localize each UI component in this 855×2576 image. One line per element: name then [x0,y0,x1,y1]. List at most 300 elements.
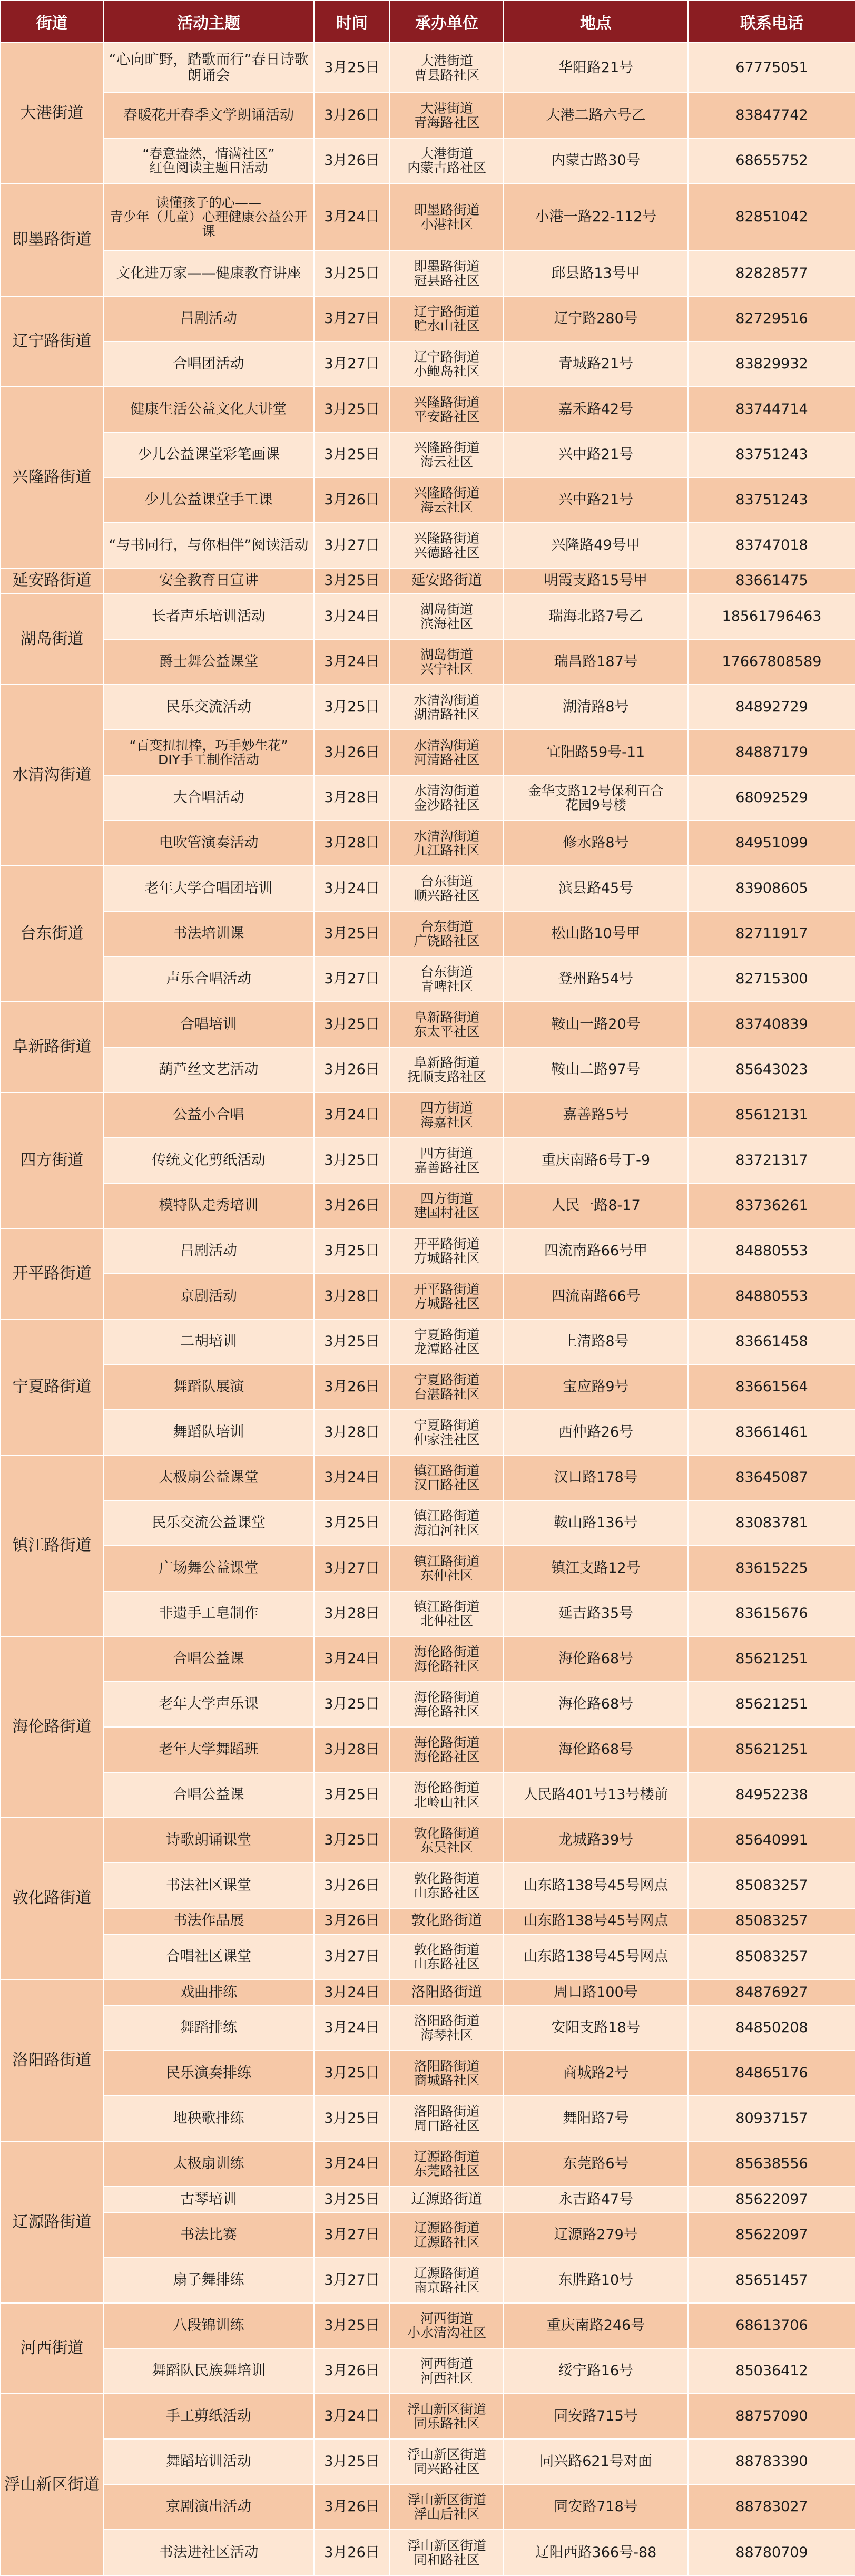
topic-cell: 民乐演奏排练 [103,2051,314,2096]
time-cell: 3月24日 [314,183,390,250]
location-cell: 明霞支路15号甲 [504,568,688,594]
street-cell: 浮山新区街道 [1,2394,103,2575]
location-cell: 鞍山二路97号 [504,1047,688,1092]
organizer-cell: 浮山新区街道 同兴路社区 [390,2439,504,2484]
topic-cell: “心向旷野，踏歌而行”春日诗歌朗诵会 [103,43,314,93]
time-cell: 3月25日 [314,387,390,432]
organizer-cell: 四方街道 嘉善路社区 [390,1138,504,1183]
phone-cell: 83083781 [688,1500,855,1546]
location-cell: 登州路54号 [504,957,688,1002]
location-cell: 大港二路六号乙 [504,93,688,138]
time-cell: 3月26日 [314,2484,390,2530]
time-cell: 3月25日 [314,685,390,730]
organizer-cell: 镇江路街道 海泊河社区 [390,1500,504,1546]
location-cell: 舞阳路7号 [504,2096,688,2141]
organizer-cell: 海伦路街道 海伦路社区 [390,1636,504,1682]
topic-cell: 合唱公益课 [103,1772,314,1818]
time-cell: 3月26日 [314,1908,390,1934]
street-cell: 湖岛街道 [1,594,103,685]
location-cell: 嘉禾路42号 [504,387,688,432]
time-cell: 3月25日 [314,1682,390,1727]
location-cell: 汉口路178号 [504,1455,688,1500]
organizer-cell: 宁夏路街道 龙潭路社区 [390,1319,504,1364]
street-cell: 洛阳路街道 [1,1979,103,2141]
time-cell: 3月25日 [314,1500,390,1546]
time-cell: 3月27日 [314,2212,390,2258]
topic-cell: 民乐交流公益课堂 [103,1500,314,1546]
organizer-cell: 台东街道 广饶路社区 [390,911,504,957]
organizer-cell: 浮山新区街道 同和路社区 [390,2530,504,2575]
street-cell: 阜新路街道 [1,1002,103,1092]
phone-cell: 85083257 [688,1934,855,1979]
location-cell: 山东路138号45号网点 [504,1863,688,1908]
table-row [1,1274,855,1319]
location-cell: 华阳路21号 [504,43,688,93]
location-cell: 辽宁路280号 [504,296,688,341]
topic-cell: 地秧歌排练 [103,2096,314,2141]
table-row [1,2394,855,2439]
phone-cell: 85621251 [688,1727,855,1772]
organizer-cell: 湖岛街道 兴宁社区 [390,639,504,685]
topic-cell: 八段锦训练 [103,2303,314,2348]
topic-cell: 合唱培训 [103,1002,314,1047]
topic-cell: 京剧演出活动 [103,2484,314,2530]
location-cell: 嘉善路5号 [504,1092,688,1138]
phone-cell: 82715300 [688,957,855,1002]
phone-cell: 88780709 [688,2530,855,2575]
time-cell: 3月24日 [314,1455,390,1500]
table-row [1,2258,855,2303]
phone-cell: 88783390 [688,2439,855,2484]
phone-cell: 83908605 [688,866,855,911]
table-row [1,775,855,821]
street-cell: 辽源路街道 [1,2141,103,2303]
topic-cell: “百变扭扭棒，巧手妙生花” DIY手工制作活动 [103,730,314,775]
topic-cell: 舞蹈队民族舞培训 [103,2348,314,2394]
location-cell: 内蒙古路30号 [504,138,688,183]
topic-cell: 老年大学舞蹈班 [103,1727,314,1772]
organizer-cell: 海伦路街道 北岭山社区 [390,1772,504,1818]
organizer-cell: 辽源路街道 辽源路社区 [390,2212,504,2258]
street-cell: 镇江路街道 [1,1455,103,1636]
phone-cell: 88757090 [688,2394,855,2439]
topic-cell: 民乐交流活动 [103,685,314,730]
table-row [1,2005,855,2051]
location-cell: 青城路21号 [504,341,688,387]
table-row [1,251,855,296]
location-cell: 滨县路45号 [504,866,688,911]
organizer-cell: 宁夏路街道 台湛路社区 [390,1364,504,1410]
location-cell: 辽阳西路366号-88 [504,2530,688,2575]
phone-cell: 83615676 [688,1591,855,1636]
location-cell: 兴中路21号 [504,432,688,477]
table-row [1,138,855,183]
phone-cell: 82729516 [688,296,855,341]
table-row [1,730,855,775]
topic-cell: 长者声乐培训活动 [103,594,314,639]
topic-cell: 书法作品展 [103,1908,314,1934]
organizer-cell: 台东街道 青啤社区 [390,957,504,1002]
street-cell: 河西街道 [1,2303,103,2394]
time-cell: 3月28日 [314,1274,390,1319]
topic-cell: 诗歌朗诵课堂 [103,1818,314,1863]
organizer-cell: 水清沟街道 湖清路社区 [390,685,504,730]
time-cell: 3月26日 [314,93,390,138]
location-cell: 商城路2号 [504,2051,688,2096]
time-cell: 3月26日 [314,2530,390,2575]
topic-cell: 戏曲排练 [103,1979,314,2005]
time-cell: 3月25日 [314,911,390,957]
header-topic: 活动主题 [103,1,314,43]
phone-cell: 82851042 [688,183,855,250]
time-cell: 3月27日 [314,1546,390,1591]
topic-cell: 舞蹈排练 [103,2005,314,2051]
organizer-cell: 浮山新区街道 浮山后社区 [390,2484,504,2530]
organizer-cell: 四方街道 海嘉社区 [390,1092,504,1138]
time-cell: 3月26日 [314,1364,390,1410]
phone-cell: 85083257 [688,1908,855,1934]
organizer-cell: 敦化路街道 山东路社区 [390,1934,504,1979]
phone-cell: 84850208 [688,2005,855,2051]
table-row [1,2141,855,2187]
location-cell: 兴中路21号 [504,477,688,523]
location-cell: 宝应路9号 [504,1364,688,1410]
table-row [1,1228,855,1274]
table-row [1,2303,855,2348]
topic-cell: 电吹管演奏活动 [103,821,314,866]
table-row [1,341,855,387]
table-row [1,2187,855,2212]
location-cell: 重庆南路6号丁-9 [504,1138,688,1183]
location-cell: 鞍山路136号 [504,1500,688,1546]
time-cell: 3月25日 [314,568,390,594]
header-time: 时间 [314,1,390,43]
phone-cell: 83661458 [688,1319,855,1364]
topic-cell: 舞蹈队培训 [103,1410,314,1455]
organizer-cell: 开平路街道 方城路社区 [390,1228,504,1274]
table-body [1,43,855,2575]
table-row [1,2439,855,2484]
phone-cell: 80937157 [688,2096,855,2141]
table-row [1,523,855,568]
organizer-cell: 敦化路街道 东吴社区 [390,1818,504,1863]
topic-cell: 广场舞公益课堂 [103,1546,314,1591]
phone-cell: 83751243 [688,477,855,523]
time-cell: 3月25日 [314,1138,390,1183]
phone-cell: 85622097 [688,2212,855,2258]
time-cell: 3月25日 [314,1228,390,1274]
organizer-cell: 延安路街道 [390,568,504,594]
organizer-cell: 辽源路街道 南京路社区 [390,2258,504,2303]
table-row [1,1364,855,1410]
organizer-cell: 开平路街道 方城路社区 [390,1274,504,1319]
time-cell: 3月24日 [314,1979,390,2005]
time-cell: 3月25日 [314,1818,390,1863]
street-cell: 水清沟街道 [1,685,103,866]
topic-cell: “与书同行，与你相伴”阅读活动 [103,523,314,568]
phone-cell: 85621251 [688,1636,855,1682]
topic-cell: 太极扇训练 [103,2141,314,2187]
time-cell: 3月26日 [314,1047,390,1092]
phone-cell: 83744714 [688,387,855,432]
organizer-cell: 大港街道 青海路社区 [390,93,504,138]
table-row [1,1727,855,1772]
location-cell: 修水路8号 [504,821,688,866]
topic-cell: 合唱社区课堂 [103,1934,314,1979]
time-cell: 3月27日 [314,341,390,387]
phone-cell: 84876927 [688,1979,855,2005]
time-cell: 3月25日 [314,43,390,93]
location-cell: 重庆南路246号 [504,2303,688,2348]
location-cell: 松山路10号甲 [504,911,688,957]
organizer-cell: 镇江路街道 东仲社区 [390,1546,504,1591]
table-row [1,821,855,866]
organizer-cell: 海伦路街道 海伦路社区 [390,1727,504,1772]
topic-cell: 少儿公益课堂手工课 [103,477,314,523]
topic-cell: 书法社区课堂 [103,1863,314,1908]
topic-cell: 少儿公益课堂彩笔画课 [103,432,314,477]
phone-cell: 84880553 [688,1228,855,1274]
organizer-cell: 辽宁路街道 小鲍岛社区 [390,341,504,387]
phone-cell: 84880553 [688,1274,855,1319]
table-row [1,1546,855,1591]
organizer-cell: 兴隆路街道 海云社区 [390,432,504,477]
table-row [1,685,855,730]
location-cell: 永吉路47号 [504,2187,688,2212]
organizer-cell: 大港街道 内蒙古路社区 [390,138,504,183]
topic-cell: 舞蹈培训活动 [103,2439,314,2484]
phone-cell: 85612131 [688,1092,855,1138]
location-cell: 鞍山一路20号 [504,1002,688,1047]
organizer-cell: 洛阳路街道 周口路社区 [390,2096,504,2141]
table-row [1,1319,855,1364]
topic-cell: 老年大学合唱团培训 [103,866,314,911]
time-cell: 3月26日 [314,1863,390,1908]
topic-cell: 手工剪纸活动 [103,2394,314,2439]
organizer-cell: 兴隆路街道 兴德路社区 [390,523,504,568]
organizer-cell: 水清沟街道 河清路社区 [390,730,504,775]
phone-cell: 85083257 [688,1863,855,1908]
organizer-cell: 镇江路街道 汉口路社区 [390,1455,504,1500]
phone-cell: 83661461 [688,1410,855,1455]
table-row [1,2096,855,2141]
topic-cell: 安全教育日宣讲 [103,568,314,594]
header-row [1,1,855,43]
street-cell: 辽宁路街道 [1,296,103,387]
organizer-cell: 阜新路街道 东太平社区 [390,1002,504,1047]
time-cell: 3月25日 [314,1772,390,1818]
location-cell: 邱县路13号甲 [504,251,688,296]
phone-cell: 83751243 [688,432,855,477]
location-cell: 东莞路6号 [504,2141,688,2187]
topic-cell: 书法比赛 [103,2212,314,2258]
phone-cell: 83847742 [688,93,855,138]
location-cell: 海伦路68号 [504,1636,688,1682]
topic-cell: 模特队走秀培训 [103,1183,314,1228]
organizer-cell: 洛阳路街道 商城路社区 [390,2051,504,2096]
table-row [1,1772,855,1818]
table-row [1,1092,855,1138]
street-cell: 台东街道 [1,866,103,1002]
phone-cell: 67775051 [688,43,855,93]
location-cell: 金华支路12号保利百合 花园9号楼 [504,775,688,821]
time-cell: 3月25日 [314,2439,390,2484]
table-row [1,1682,855,1727]
street-cell: 兴隆路街道 [1,387,103,568]
topic-cell: 读懂孩子的心—— 青少年（儿童）心理健康公益公开课 [103,183,314,250]
organizer-cell: 辽源路街道 东莞路社区 [390,2141,504,2187]
street-cell: 即墨路街道 [1,183,103,296]
location-cell: 绥宁路16号 [504,2348,688,2394]
topic-cell: “春意盎然，情满社区” 红色阅读主题日活动 [103,138,314,183]
organizer-cell: 即墨路街道 小港社区 [390,183,504,250]
phone-cell: 82711917 [688,911,855,957]
topic-cell: 吕剧活动 [103,296,314,341]
time-cell: 3月25日 [314,2051,390,2096]
table-row [1,568,855,594]
organizer-cell: 兴隆路街道 平安路社区 [390,387,504,432]
time-cell: 3月24日 [314,594,390,639]
time-cell: 3月28日 [314,1591,390,1636]
phone-cell: 83740839 [688,1002,855,1047]
phone-cell: 85640991 [688,1818,855,1863]
organizer-cell: 大港街道 曹县路社区 [390,43,504,93]
location-cell: 龙城路39号 [504,1818,688,1863]
topic-cell: 舞蹈队展演 [103,1364,314,1410]
table-row [1,183,855,250]
table-row [1,594,855,639]
time-cell: 3月25日 [314,251,390,296]
location-cell: 海伦路68号 [504,1727,688,1772]
header-phone: 联系电话 [688,1,855,43]
location-cell: 山东路138号45号网点 [504,1908,688,1934]
phone-cell: 84951099 [688,821,855,866]
topic-cell: 公益小合唱 [103,1092,314,1138]
table-row [1,432,855,477]
organizer-cell: 河西街道 河西社区 [390,2348,504,2394]
topic-cell: 老年大学声乐课 [103,1682,314,1727]
phone-cell: 83829932 [688,341,855,387]
header-street: 街道 [1,1,103,43]
phone-cell: 68655752 [688,138,855,183]
phone-cell: 83736261 [688,1183,855,1228]
topic-cell: 葫芦丝文艺活动 [103,1047,314,1092]
organizer-cell: 敦化路街道 山东路社区 [390,1863,504,1908]
phone-cell: 83747018 [688,523,855,568]
topic-cell: 声乐合唱活动 [103,957,314,1002]
location-cell: 周口路100号 [504,1979,688,2005]
topic-cell: 京剧活动 [103,1274,314,1319]
table-row [1,1500,855,1546]
table-row [1,387,855,432]
location-cell: 瑞海北路7号乙 [504,594,688,639]
time-cell: 3月28日 [314,1727,390,1772]
table-row [1,1934,855,1979]
location-cell: 同安路715号 [504,2394,688,2439]
street-cell: 延安路街道 [1,568,103,594]
phone-cell: 68613706 [688,2303,855,2348]
phone-cell: 85621251 [688,1682,855,1727]
organizer-cell: 阜新路街道 抚顺支路社区 [390,1047,504,1092]
table-row [1,1183,855,1228]
phone-cell: 82828577 [688,251,855,296]
time-cell: 3月27日 [314,523,390,568]
table-row [1,1818,855,1863]
phone-cell: 88783027 [688,2484,855,2530]
organizer-cell: 水清沟街道 九江路社区 [390,821,504,866]
phone-cell: 84892729 [688,685,855,730]
table-row [1,2212,855,2258]
time-cell: 3月25日 [314,1002,390,1047]
location-cell: 西仲路26号 [504,1410,688,1455]
header-location: 地点 [504,1,688,43]
table-row [1,93,855,138]
location-cell: 山东路138号45号网点 [504,1934,688,1979]
topic-cell: 书法培训课 [103,911,314,957]
table-row [1,1979,855,2005]
time-cell: 3月25日 [314,432,390,477]
phone-cell: 17667808589 [688,639,855,685]
time-cell: 3月27日 [314,957,390,1002]
time-cell: 3月28日 [314,1410,390,1455]
phone-cell: 83721317 [688,1138,855,1183]
location-cell: 小港一路22-112号 [504,183,688,250]
topic-cell: 太极扇公益课堂 [103,1455,314,1500]
topic-cell: 合唱团活动 [103,341,314,387]
time-cell: 3月26日 [314,1183,390,1228]
time-cell: 3月26日 [314,138,390,183]
time-cell: 3月24日 [314,2394,390,2439]
phone-cell: 84865176 [688,2051,855,2096]
location-cell: 湖清路8号 [504,685,688,730]
location-cell: 同兴路621号对面 [504,2439,688,2484]
time-cell: 3月24日 [314,639,390,685]
table-row [1,1455,855,1500]
organizer-cell: 辽源路街道 [390,2187,504,2212]
location-cell: 同安路718号 [504,2484,688,2530]
time-cell: 3月27日 [314,1934,390,1979]
location-cell: 上清路8号 [504,1319,688,1364]
street-cell: 宁夏路街道 [1,1319,103,1455]
topic-cell: 非遗手工皂制作 [103,1591,314,1636]
location-cell: 辽源路279号 [504,2212,688,2258]
street-cell: 开平路街道 [1,1228,103,1319]
organizer-cell: 四方街道 建国村社区 [390,1183,504,1228]
table-row [1,1636,855,1682]
table-row [1,957,855,1002]
time-cell: 3月25日 [314,2187,390,2212]
table-row [1,2530,855,2575]
location-cell: 人民路401号13号楼前 [504,1772,688,1818]
topic-cell: 古琴培训 [103,2187,314,2212]
location-cell: 兴隆路49号甲 [504,523,688,568]
organizer-cell: 湖岛街道 滨海社区 [390,594,504,639]
table-row [1,1863,855,1908]
phone-cell: 83645087 [688,1455,855,1500]
topic-cell: 爵士舞公益课堂 [103,639,314,685]
table-row [1,43,855,93]
organizer-cell: 即墨路街道 冠县路社区 [390,251,504,296]
organizer-cell: 镇江路街道 北仲社区 [390,1591,504,1636]
time-cell: 3月24日 [314,2141,390,2187]
time-cell: 3月24日 [314,866,390,911]
table-row [1,639,855,685]
table-row [1,1591,855,1636]
phone-cell: 85651457 [688,2258,855,2303]
phone-cell: 83615225 [688,1546,855,1591]
time-cell: 3月24日 [314,2005,390,2051]
table-row [1,1410,855,1455]
